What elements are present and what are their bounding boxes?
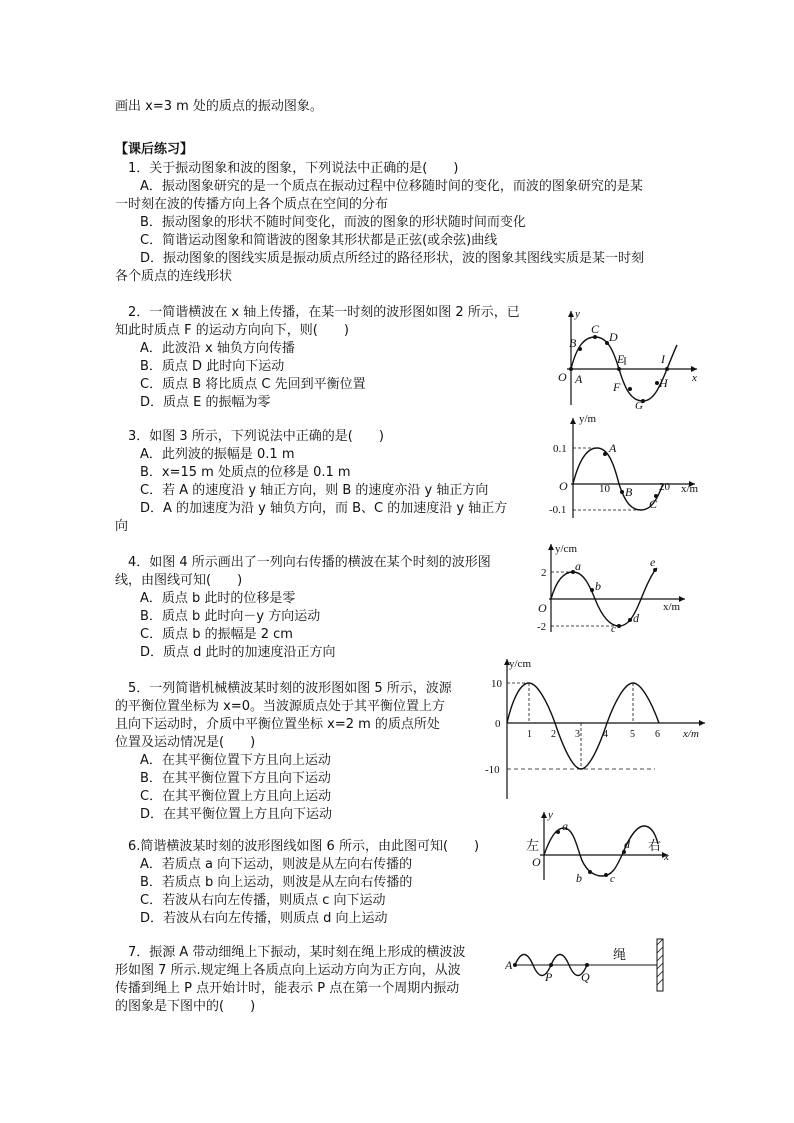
point-a xyxy=(556,830,560,834)
right-direction-label: 右 xyxy=(648,838,662,853)
y-tick-neg: -10 xyxy=(485,764,500,776)
q4-stem-cont: 线，由图线可知( ) xyxy=(115,573,243,588)
x-axis-label: x xyxy=(692,372,697,384)
rope-label: 绳 xyxy=(613,947,627,962)
figure-4-wave xyxy=(535,540,690,635)
label-a: A xyxy=(505,958,513,972)
q5-option-b: B．在其平衡位置下方且向下运动 xyxy=(140,771,331,786)
x-axis-label: x xyxy=(664,851,669,863)
point-a xyxy=(513,963,517,967)
q7-stem-cont3: 的图象是下图中的( ) xyxy=(115,999,256,1014)
q2-option-c: C．质点 B 将比质点 C 先回到平衡位置 xyxy=(140,377,366,392)
x-tick-1: 1 xyxy=(527,729,532,740)
y-axis-label: y xyxy=(575,308,580,320)
label-f: F xyxy=(613,380,621,394)
label-d: d xyxy=(624,837,630,851)
q6-option-a: A．若质点 a 向下运动，则波是从左向右传播的 xyxy=(140,857,413,872)
q2-option-b: B．质点 D 此时向下运动 xyxy=(140,359,285,374)
y-axis-label: y/cm xyxy=(555,543,577,555)
point-q xyxy=(585,963,589,967)
point-e xyxy=(617,367,621,371)
y-tick-neg: -0.1 xyxy=(549,504,567,516)
q4-option-c: C．质点 b 的振幅是 2 cm xyxy=(140,627,293,642)
label-b: b xyxy=(576,871,582,885)
label-a: a xyxy=(575,559,581,573)
q1-option-d-cont: 各个质点的连线形状 xyxy=(115,269,233,284)
point-c xyxy=(604,873,608,877)
label-a: A xyxy=(575,372,583,386)
figure-6-wave xyxy=(518,808,683,888)
origin-label: O xyxy=(559,479,568,493)
q1-option-a: A．振动图象研究的是一个质点在振动过程中位移随时间的变化，而波的图象研究的是某 xyxy=(140,179,643,194)
point-b xyxy=(588,870,592,874)
label-p: P xyxy=(545,970,553,984)
y-axis-label: y/m xyxy=(579,413,597,425)
q6-stem: 6.简谐横波某时刻的波形图线如图 6 所示，由此图可知( ) xyxy=(128,839,480,854)
x-tick-10: 10 xyxy=(599,483,610,495)
figure-5-wave xyxy=(485,655,710,800)
y-axis-label: y/cm xyxy=(509,658,531,670)
x-tick-20: 20 xyxy=(659,481,670,493)
q1-stem: 1．关于振动图象和波的图象，下列说法中正确的是( ) xyxy=(128,161,459,176)
label-c: c xyxy=(611,623,616,635)
origin-label: O xyxy=(532,855,541,869)
x-tick-6: 6 xyxy=(655,729,660,740)
q1-option-c: C．简谐运动图象和简谐波的图象其形状都是正弦(或余弦)曲线 xyxy=(140,233,498,248)
y-tick-pos: 2 xyxy=(541,567,547,579)
point-p xyxy=(549,963,553,967)
q6-option-c: C．若波从右向左传播，则质点 c 向下运动 xyxy=(140,893,386,908)
x-tick-5: 5 xyxy=(630,729,635,740)
q4-option-b: B．质点 b 此时向－y 方向运动 xyxy=(140,609,321,624)
q3-option-b: B．x=15 m 处质点的位移是 0.1 m xyxy=(140,465,351,480)
q5-stem-cont1: 的平衡位置坐标为 x=0。当波源质点处于其平衡位置上方 xyxy=(115,699,445,714)
q4-option-d: D．质点 d 此时的加速度沿正方向 xyxy=(140,645,336,660)
point-a xyxy=(603,452,607,456)
q3-option-d: D．A 的加速度为沿 y 轴负方向，而 B、C 的加速度沿 y 轴正方 xyxy=(140,501,508,516)
origin-label: 0 xyxy=(495,718,501,730)
label-g: G xyxy=(635,400,643,410)
y-tick-pos: 0.1 xyxy=(553,443,567,455)
x-tick-3: 3 xyxy=(575,729,580,740)
figure-3-wave xyxy=(543,410,708,520)
q2-stem-cont: 知此时质点 F 的运动方向向下，则( ) xyxy=(115,323,349,338)
q5-stem-cont2: 且向下运动时，介质中平衡位置坐标 x=2 m 的质点所处 xyxy=(115,717,440,732)
y-tick-neg: -2 xyxy=(537,621,547,633)
q7-stem-cont2: 传播到绳上 P 点开始计时，能表示 P 点在第一个周期内振动 xyxy=(115,981,460,996)
x-axis-label: x/m xyxy=(681,483,699,495)
q6-option-b: B．若质点 b 向上运动，则波是从左向右传播的 xyxy=(140,875,413,890)
q5-option-d: D．在其平衡位置上方且向下运动 xyxy=(140,807,333,822)
point-f xyxy=(628,387,632,391)
intro-text: 画出 x=3 m 处的质点的振动图象。 xyxy=(115,99,323,114)
x-tick-2: 2 xyxy=(551,729,556,740)
q7-stem-cont1: 形如图 7 所示.规定绳上各质点向上运动方向为正方向，从波 xyxy=(115,963,461,978)
label-b: B xyxy=(569,336,577,350)
q4-option-a: A．质点 b 此时的位移是零 xyxy=(140,591,296,606)
label-e: e xyxy=(650,555,656,569)
x-tick-4: 4 xyxy=(603,729,608,740)
point-d xyxy=(628,618,632,622)
q2-option-a: A．此波沿 x 轴负方向传播 xyxy=(140,341,295,356)
label-a: A xyxy=(609,441,617,455)
origin-label: O xyxy=(538,601,547,615)
label-c: c xyxy=(610,873,615,885)
label-c: C xyxy=(591,322,600,336)
q1-option-b: B．振动图象的形状不随时间变化，而波的图象的形状随时间而变化 xyxy=(140,215,526,230)
label-i: I xyxy=(661,352,665,366)
figure-2-wave xyxy=(555,305,705,410)
q3-option-d-cont: 向 xyxy=(115,519,129,534)
x-axis-label: x/m xyxy=(683,728,699,740)
point-b xyxy=(590,588,594,592)
point-b xyxy=(578,347,582,351)
label-q: Q xyxy=(581,970,590,984)
point-i xyxy=(665,367,669,371)
q3-option-a: A．此列波的振幅是 0.1 m xyxy=(140,447,295,462)
q1-option-a-cont: 一时刻在波的传播方向上各个质点在空间的分布 xyxy=(115,197,389,212)
q5-stem: 5．一列简谐机械横波某时刻的波形图如图 5 所示，波源 xyxy=(128,681,452,696)
q7-stem: 7．振源 A 带动细绳上下振动，某时刻在绳上形成的横波波 xyxy=(128,945,466,960)
label-d: d xyxy=(633,611,639,625)
q3-option-c: C．若 A 的速度沿 y 轴正方向，则 B 的速度亦沿 y 轴正方向 xyxy=(140,483,489,498)
q3-stem: 3．如图 3 所示，下列说法中正确的是( ) xyxy=(128,429,384,444)
section-title: 【课后练习】 xyxy=(115,142,194,157)
label-b: B xyxy=(625,485,633,499)
point-a xyxy=(569,367,573,371)
q5-stem-cont3: 位置及运动情况是( ) xyxy=(115,735,256,750)
label-a: a xyxy=(562,819,568,833)
origin-label: O xyxy=(558,370,567,384)
q5-option-c: C．在其平衡位置上方且向上运动 xyxy=(140,789,332,804)
q1-option-d: D．振动图象的图线实质是振动质点所经过的路径形状，波的图象其图线实质是某一时刻 xyxy=(140,251,645,266)
q2-stem: 2．一简谐横波在 x 轴上传播，在某一时刻的波形图如图 2 所示，已 xyxy=(128,305,520,320)
label-d: D xyxy=(609,330,618,344)
label-b: b xyxy=(595,579,601,593)
label-e: E xyxy=(617,352,625,366)
q2-option-d: D．质点 E 的振幅为零 xyxy=(140,395,271,410)
point-c xyxy=(617,624,621,628)
x-axis-label: x/m xyxy=(663,601,681,613)
wall xyxy=(657,939,663,991)
y-tick-pos: 10 xyxy=(491,678,502,690)
left-direction-label: 左 xyxy=(526,838,540,853)
point-b xyxy=(620,490,624,494)
figure-7-rope-wave xyxy=(505,935,675,995)
q5-option-a: A．在其平衡位置下方且向上运动 xyxy=(140,753,331,768)
q6-option-d: D．若波从右向左传播，则质点 d 向上运动 xyxy=(140,911,388,926)
q4-stem: 4．如图 4 所示画出了一列向右传播的横波在某个时刻的波形图 xyxy=(128,555,491,570)
label-c: C xyxy=(649,497,658,511)
y-axis-label: y xyxy=(548,809,553,821)
label-h: H xyxy=(659,376,668,390)
